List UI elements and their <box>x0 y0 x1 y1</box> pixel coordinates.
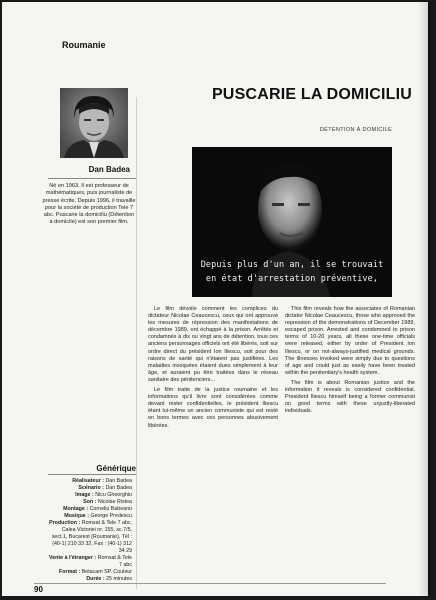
director-name: Dan Badea <box>88 165 130 174</box>
french-text-column <box>148 306 278 433</box>
credits-title: Générique <box>96 464 136 473</box>
still-subtitle-line-2: en état d'arrestation préventive, <box>205 274 379 284</box>
page-edge-shadow <box>418 2 428 596</box>
credit-line: Production : Romsat & Tele 7 abc, Calea Victoriei nr. 155, sc.7/5, sect.1, Bucarest (Roumanie), Tél : (40-1) 210 33 32, Fax : (40-1) 312 34 29 <box>49 520 132 554</box>
credit-line: Durée : 25 minutes <box>86 576 132 582</box>
credit-line: Musique : George Predescu <box>64 513 132 519</box>
english-text-column <box>285 306 415 418</box>
credit-line: Vente à l'étranger : Romsat & Tele 7 abc <box>48 555 132 568</box>
film-still <box>192 147 392 297</box>
still-subtitle-line-1: Depuis plus d'un an, il se trouvait <box>200 260 384 270</box>
credit-line: Format : Betacam SP. Couleur <box>59 569 132 575</box>
name-divider <box>48 178 136 179</box>
credit-line: Réalisateur : Dan Badea <box>72 478 132 484</box>
footer-divider <box>34 583 386 584</box>
credit-line: Son : Nicolae Ristea <box>83 499 132 505</box>
credits-list <box>46 478 132 583</box>
credit-line: Image : Nicu Gheorghiu <box>75 492 132 498</box>
film-subtitle: DÉTENTION À DOMICILE <box>319 127 392 133</box>
credits-divider <box>48 474 136 475</box>
french-paragraph: Le film traite de la justice roumaine et les informations qu'il livre sont considérées comme devant rester confidentielles, le président Iliescu étant lui-même un ancien communiste qui est resté en bons termes avec ces personnes abusivement libérées. <box>148 387 278 429</box>
english-paragraph: This film reveals how the associates of Romanian dictator Nicolae Ceaucescu, those who approved the repression of the demonstrations of December 1989, escaped prison. Arrested and condemned to prison terms of 10-20 years, all these one-time officials were released, either by order of President Ion Iliescu, or on not-always-justified medical grounds. The illnesses invoked were simply due to questions of age and could just as easily have been treated within the penitentiary's health system. <box>285 306 415 376</box>
director-portrait <box>60 88 128 158</box>
portrait-image <box>60 88 128 158</box>
director-bio: Né en 1963. Il est professeur de mathématiques, puis journaliste de presse écrite. Depuis 1996, il travaille pour la société de production Tele 7 abc. Puscarie la domiciliu (Détention à domicile) est son premier film. <box>42 183 136 226</box>
column-divider <box>136 97 137 589</box>
credit-line: Scénario : Dan Badea <box>78 485 132 491</box>
english-paragraph: The film is about Romanian justice and the information it reveals is considered confidential, President Iliescu himself being a former communist on good terms with these unjustly-liberated individuals. <box>285 379 415 415</box>
page-number: 90 <box>34 585 43 594</box>
credit-line: Montage : Corneliu Babeanu <box>63 506 132 512</box>
document-page <box>2 2 428 596</box>
french-paragraph: Le film dévoile comment les complices du dictateur Nicolae Ceaucescu, ceux qui ont approuvé les mesures de répression des manifestations de décembre 1989, ont échappé à la prison. Arrêtés et condamnés à dix ou vingt ans de détention, tous ces anciens personnages officiels ont été libérés, soit sur ordre direct du président Ion Iliescu, soit pour des raisons de santé qui n'étaient pas justifiées. Les maladies invoquées étaient dues simplement à leur âge, et auraient pu être traitées dans le réseau sanitaire des pénitenciers... <box>148 306 278 383</box>
film-title: PUSCARIE LA DOMICILIU <box>211 86 412 103</box>
country-header: Roumanie <box>62 40 106 50</box>
